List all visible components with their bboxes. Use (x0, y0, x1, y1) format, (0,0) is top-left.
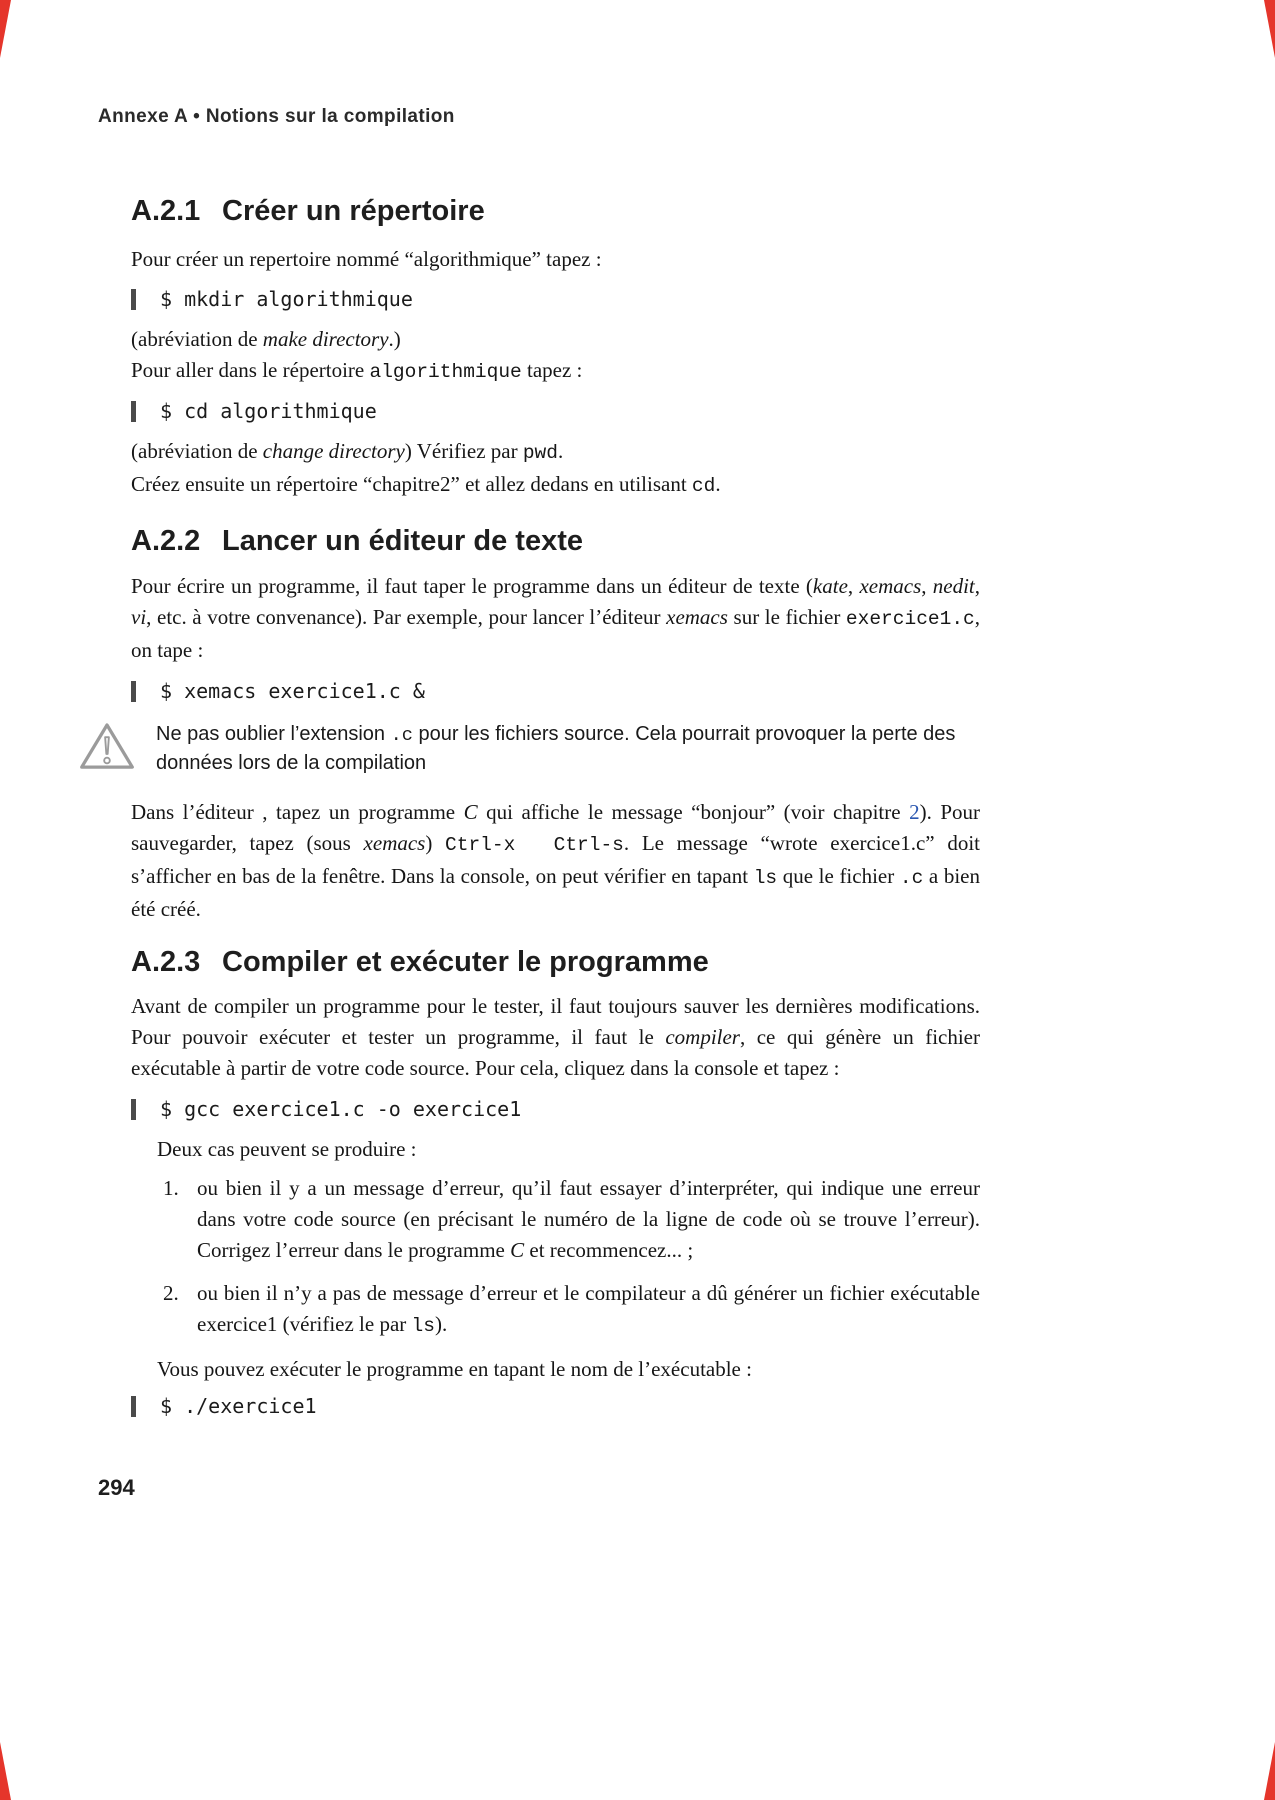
page-content (131, 0, 980, 1419)
text-segment: a bien été créé. (131, 864, 980, 921)
text-segment: xemacs (363, 831, 426, 855)
command-text: $ cd algorithmique (160, 399, 377, 423)
code-marker (131, 1396, 136, 1417)
paragraph (131, 469, 980, 502)
text-segment: . Le message “wrote exercice1.c” doit s’afficher en bas de la fenêtre. Dans la console, on peut vérifier en tapant (131, 831, 980, 888)
text-segment: Pour aller dans le répertoire (131, 358, 370, 382)
code-marker (131, 289, 136, 310)
section-heading-a22 (131, 524, 980, 558)
paragraph: Deux cas peuvent se produire : (157, 1137, 417, 1161)
text-segment: C (510, 1238, 525, 1262)
text-segment: , ce qui génère un fichier exécutable à partir de votre code source. Pour cela, cliquez dans la console et tapez : (131, 1025, 980, 1080)
text-segment: , (974, 574, 981, 598)
command-text: $ gcc exercice1.c -o exercice1 (160, 1097, 522, 1121)
list-item (131, 1278, 980, 1342)
paragraph (131, 355, 980, 388)
terminal-command (131, 678, 980, 704)
paragraph: Vous pouvez exécuter le programme en tapant le nom de l’exécutable : (157, 1357, 752, 1381)
warning-text (156, 720, 980, 777)
text-segment: . (557, 439, 564, 463)
text-segment: (abréviation de (131, 439, 263, 463)
text-segment: Ne pas oublier l’extension (156, 723, 391, 745)
text-segment: (abréviation de (131, 327, 263, 351)
text-segment: . (715, 472, 721, 496)
text-segment: tapez : (521, 358, 583, 382)
section-heading-a21 (131, 194, 980, 228)
text-segment: nedit (932, 574, 975, 598)
paragraph (131, 991, 980, 1084)
terminal-command (131, 1393, 980, 1419)
paragraph (131, 436, 980, 469)
list-item-text (197, 1173, 980, 1266)
text-segment: que le fichier (777, 864, 900, 888)
paragraph: Pour créer un repertoire nommé “algorithmique” tapez : (131, 247, 602, 271)
list-item-number: 2. (163, 1281, 179, 1305)
list-item (131, 1173, 980, 1266)
text-segment: pwd (522, 442, 558, 464)
text-segment: compiler (665, 1025, 740, 1049)
text-segment: make directory (262, 327, 389, 351)
text-segment: sur le fichier (727, 605, 846, 629)
section-heading-a23 (131, 945, 980, 979)
list-item-text (197, 1278, 980, 1342)
text-segment: Ctrl-x Ctrl-s (445, 834, 624, 856)
text-segment: change directory (262, 439, 405, 463)
text-segment: , (921, 574, 933, 598)
warning-icon (78, 720, 136, 773)
section-number: A.2.3 (131, 946, 201, 978)
paragraph (131, 324, 980, 355)
command-text: $ mkdir algorithmique (160, 287, 413, 311)
terminal-command (131, 398, 980, 424)
page-corner-decoration (0, 0, 11, 58)
text-segment: xemacs (666, 605, 728, 629)
running-header: Annexe A • Notions sur la compilation (98, 106, 455, 127)
text-segment: ) (425, 831, 446, 855)
page-corner-decoration (1264, 0, 1275, 58)
text-segment: ls (753, 867, 778, 889)
text-segment: Pour écrire un programme, il faut taper le programme dans un éditeur de texte ( (131, 574, 813, 598)
text-segment: xemacs (859, 574, 922, 598)
text-segment: pour les fichiers source. Cela pourrait provoquer la perte des données lors de la compilation (156, 723, 956, 774)
text-segment: ). Pour sauvegarder, tapez (sous (131, 800, 980, 855)
section-number: A.2.2 (131, 525, 201, 557)
text-segment: qui affiche le message “bonjour” (voir chapitre (477, 800, 910, 824)
command-text: $ ./exercice1 (160, 1394, 317, 1418)
text-segment: algorithmique (369, 361, 522, 383)
text-segment: , on tape : (131, 605, 980, 662)
text-segment: et recommencez... ; (524, 1238, 694, 1262)
warning-note (78, 720, 980, 777)
section-title: Lancer un éditeur de texte (222, 525, 583, 557)
page-corner-decoration (0, 1742, 11, 1800)
text-segment: .c (390, 725, 413, 746)
page-corner-decoration (1264, 1742, 1275, 1800)
text-segment: ls (411, 1315, 435, 1337)
code-marker (131, 401, 136, 422)
section-number: A.2.1 (131, 195, 201, 227)
text-segment: Avant de compiler un programme pour le tester, il faut toujours sauver les dernières modifications. Pour pouvoir exécuter et tester un programme, il faut le (131, 994, 980, 1049)
text-segment: ) Vérifiez par (404, 439, 523, 463)
text-segment: vi (131, 605, 147, 629)
section-title: Créer un répertoire (222, 195, 485, 227)
text-segment: .c (899, 867, 924, 889)
text-segment: exercice1.c (845, 608, 975, 630)
text-segment: ou bien il n’y a pas de message d’erreur et le compilateur a dû générer un fichier exécutable exercice1 (vérifiez le par (197, 1281, 980, 1336)
command-text: $ xemacs exercice1.c & (160, 679, 425, 703)
text-segment: Créez ensuite un répertoire “chapitre2” et allez dedans en utilisant (131, 472, 692, 496)
text-segment: cd (691, 475, 716, 497)
paragraph (131, 797, 980, 925)
terminal-command (131, 286, 980, 312)
list-item-number: 1. (163, 1176, 179, 1200)
code-marker (131, 1099, 136, 1120)
section-title: Compiler et exécuter le programme (222, 946, 709, 978)
paragraph (131, 571, 980, 666)
text-segment: .) (388, 327, 401, 351)
text-segment: ou bien il y a un message d’erreur, qu’il faut essayer d’interpréter, qui indique une erreur dans votre code source (en précisant le numéro de la ligne de code où se trouve l’erreur). Corrigez l’erreur dans le programme (197, 1176, 980, 1262)
text-segment: ). (434, 1312, 448, 1336)
text-segment: Dans l’éditeur , tapez un programme (131, 800, 464, 824)
chapter-link[interactable]: 2 (909, 800, 920, 824)
text-segment: , etc. à votre convenance). Par exemple, pour lancer l’éditeur (146, 605, 667, 629)
text-segment: kate (812, 574, 848, 598)
terminal-command (131, 1096, 980, 1122)
code-marker (131, 681, 136, 702)
page-number: 294 (98, 1475, 135, 1500)
text-segment: C (463, 800, 478, 824)
text-segment: , (847, 574, 860, 598)
